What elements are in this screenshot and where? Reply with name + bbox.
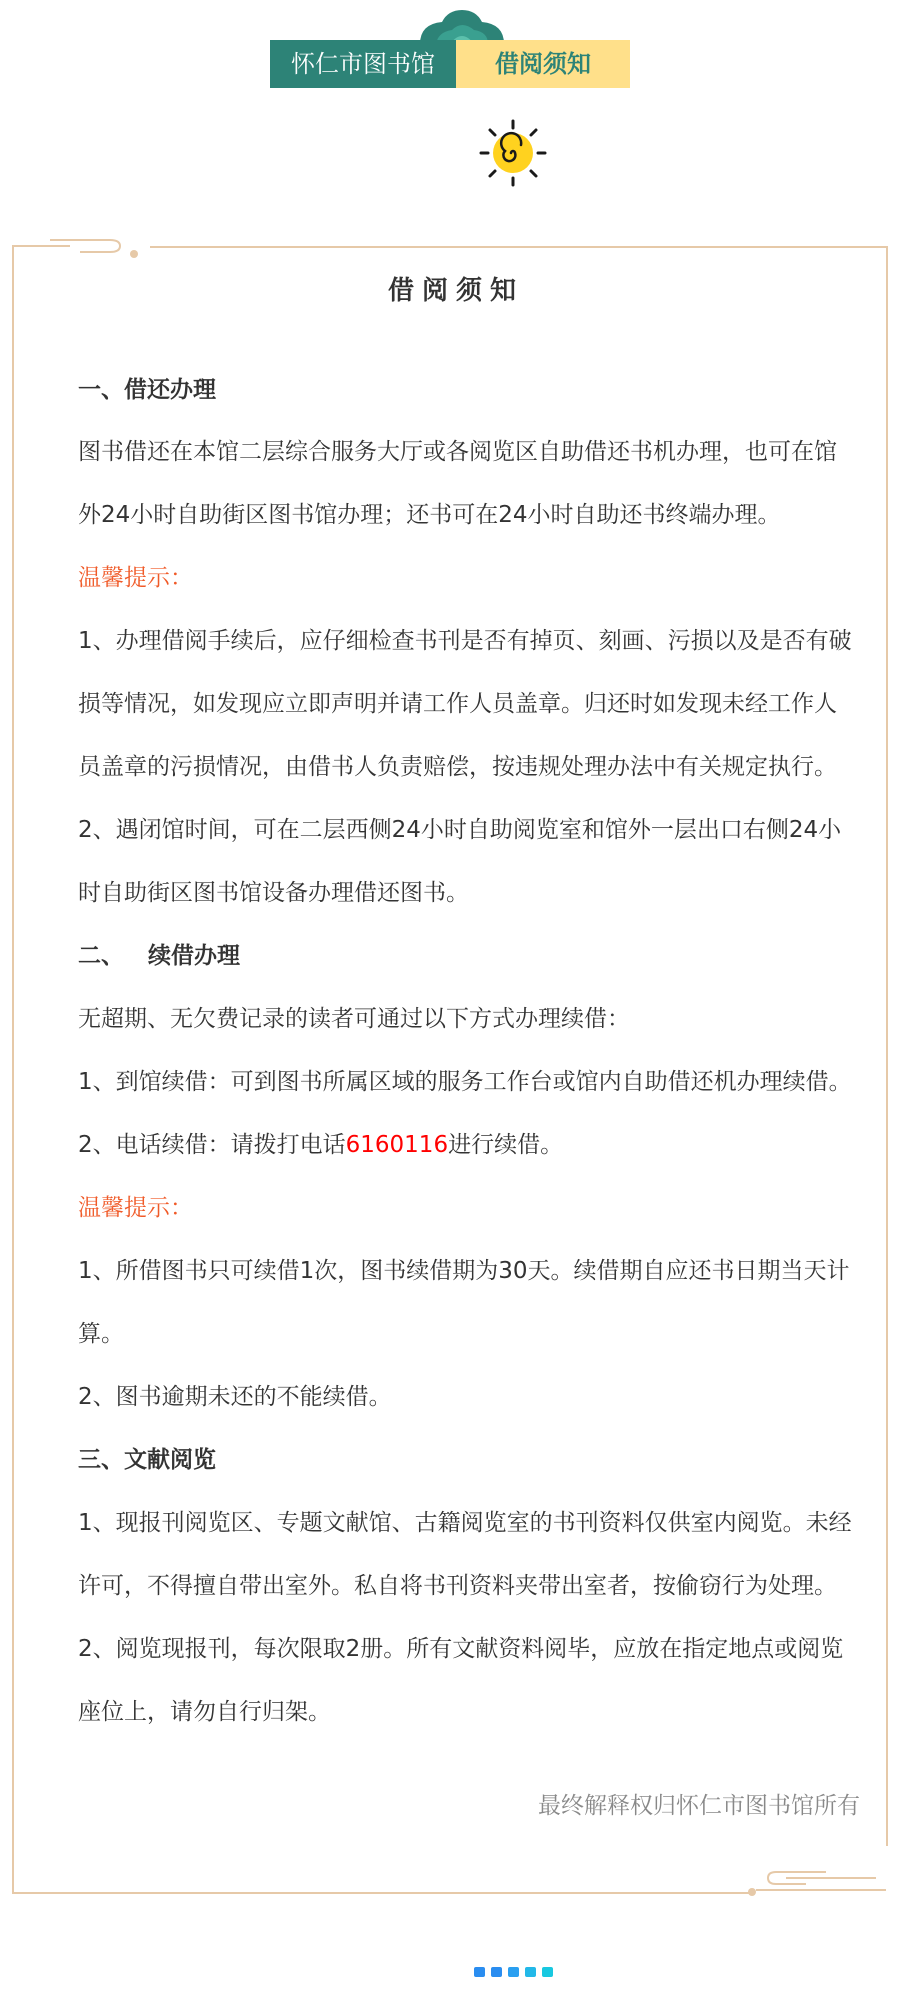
frame-left xyxy=(12,246,14,1894)
header-banner xyxy=(270,10,630,90)
body-line: 2、阅览现报刊，每次限取2册。所有文献资料阅毕，应放在指定地点或阅览 xyxy=(78,1636,844,1662)
library-name-tag: 怀仁市图书馆 xyxy=(270,40,456,88)
dot xyxy=(491,1967,502,1977)
body-line: 座位上，请勿自行归架。 xyxy=(78,1699,331,1725)
sun-icon xyxy=(478,118,548,188)
dot xyxy=(542,1967,553,1977)
phone-renewal-line xyxy=(78,1129,563,1161)
section-heading: 二、 续借办理 xyxy=(78,943,241,969)
cloud-icon xyxy=(412,10,512,44)
dot xyxy=(508,1967,519,1977)
body-line: 损等情况，如发现应立即声明并请工作人员盖章。归还时如发现未经工作人 xyxy=(78,691,837,717)
body-line: 无超期、无欠费记录的读者可通过以下方式办理续借： xyxy=(78,1006,630,1032)
body-line: 时自助街区图书馆设备办理借还图书。 xyxy=(78,880,469,906)
frame-right xyxy=(886,246,888,1846)
notice-tag: 借阅须知 xyxy=(456,40,630,88)
body-line: 2、遇闭馆时间，可在二层西侧24小时自助阅览室和馆外一层出口右侧24小 xyxy=(78,817,842,843)
body-line: 1、办理借阅手续后，应仔细检查书刊是否有掉页、刻画、污损以及是否有破 xyxy=(78,628,852,654)
tip-label: 温馨提示： xyxy=(78,565,193,591)
body-line: 2、图书逾期未还的不能续借。 xyxy=(78,1384,392,1410)
body-line: 图书借还在本馆二层综合服务大厅或各阅览区自助借还书机办理，也可在馆 xyxy=(78,439,837,465)
body-line: 算。 xyxy=(78,1321,124,1347)
body-line: 外24小时自助街区图书馆办理；还书可在24小时自助还书终端办理。 xyxy=(78,502,781,528)
body-line: 1、所借图书只可续借1次，图书续借期为30天。续借期自应还书日期当天计 xyxy=(78,1258,850,1284)
phone-number: 6160116 xyxy=(345,1132,449,1158)
phone-renewal-text: 2、电话续借：请拨打电话 xyxy=(78,1132,346,1158)
section-heading: 一、借还办理 xyxy=(78,377,216,403)
swirl-ornament-icon xyxy=(746,1852,890,1900)
body-line: 1、到馆续借：可到图书所属区域的服务工作台或馆内自助借还机办理续借。 xyxy=(78,1069,852,1095)
swirl-ornament-icon xyxy=(10,232,150,262)
body-line: 1、现报刊阅览区、专题文献馆、古籍阅览室的书刊资料仅供室内阅览。未经 xyxy=(78,1510,852,1536)
tip-label: 温馨提示： xyxy=(78,1195,193,1221)
body-line: 许可，不得擅自带出室外。私自将书刊资料夹带出室者，按偷窃行为处理。 xyxy=(78,1573,837,1599)
frame-top xyxy=(150,246,888,248)
phone-renewal-suffix: 进行续借。 xyxy=(448,1132,564,1158)
section-heading: 三、文献阅览 xyxy=(78,1447,216,1473)
document-title: 借阅须知 xyxy=(387,276,524,306)
frame-bottom xyxy=(12,1892,752,1894)
body-line: 员盖章的污损情况，由借书人负责赔偿，按违规处理办法中有关规定执行。 xyxy=(78,754,837,780)
dot xyxy=(474,1967,485,1977)
dot xyxy=(525,1967,536,1977)
footer-note: 最终解释权归怀仁市图书馆所有 xyxy=(538,1793,860,1819)
